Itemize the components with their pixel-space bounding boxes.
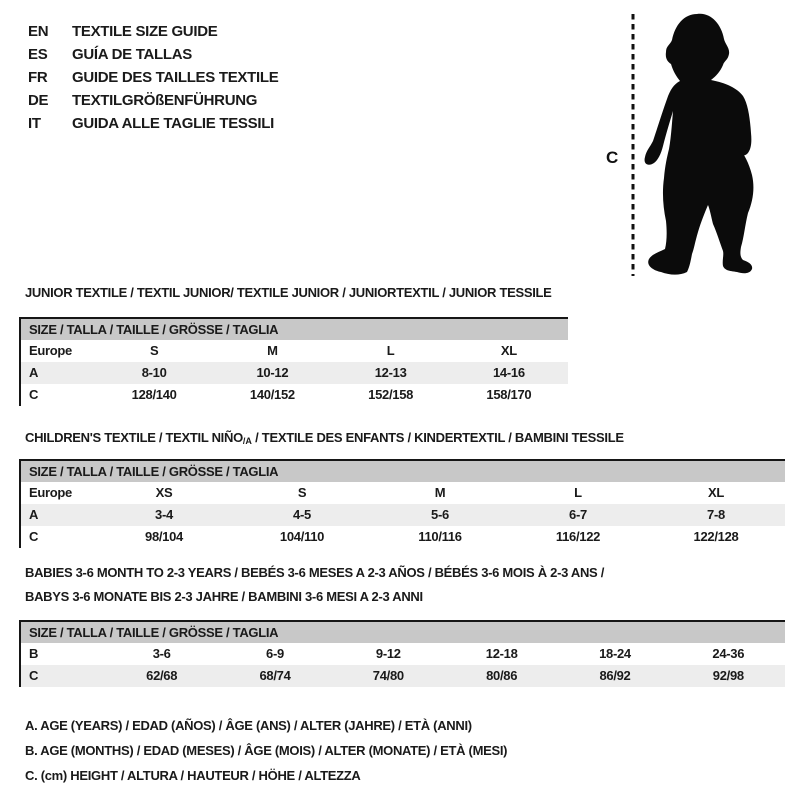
- table-cell: XS: [155, 485, 173, 500]
- legend-note-c: C. (cm) HEIGHT / ALTURA / HAUTEUR / HÖHE / ALTEZZA: [25, 768, 361, 783]
- table-cell: 9-12: [375, 646, 401, 661]
- legend-note-a: A. AGE (YEARS) / EDAD (AÑOS) / ÂGE (ANS) / ALTER (JAHRE) / ETÀ (ANNI): [25, 718, 472, 733]
- row-label: A: [29, 365, 39, 380]
- table-row-sizes: [21, 482, 785, 504]
- lang-row-de: [28, 89, 278, 112]
- lang-row-it: [28, 112, 278, 135]
- table-cell: 80/86: [486, 668, 518, 683]
- table-cell: 8-10: [141, 365, 167, 380]
- table-cell: 92/98: [712, 668, 744, 683]
- table-cell: 18-24: [599, 646, 631, 661]
- table-cell: S: [149, 343, 159, 358]
- table-cell: 98/104: [145, 529, 183, 544]
- babies-section-title-line2: BABYS 3-6 MONATE BIS 2-3 JAHRE / BAMBINI 3-6 MESI A 2-3 ANNI: [25, 589, 423, 604]
- row-label: C: [29, 668, 39, 683]
- table-cell: 14-16: [493, 365, 525, 380]
- table-cell: XL: [500, 343, 517, 358]
- lang-code: EN: [28, 23, 49, 40]
- table-cell: M: [267, 343, 278, 358]
- lang-title: GUIDE DES TAILLES TEXTILE: [72, 69, 279, 86]
- table-body: [21, 643, 785, 687]
- table-body: [21, 340, 568, 406]
- row-label: A: [29, 507, 39, 522]
- table-cell: 5-6: [431, 507, 449, 522]
- table-cell: L: [386, 343, 395, 358]
- table-cell: 116/122: [555, 529, 601, 544]
- table-cell: 12-18: [485, 646, 518, 661]
- lang-row-en: [28, 20, 278, 43]
- toddler-silhouette: [645, 14, 754, 275]
- lang-title: TEXTILE SIZE GUIDE: [72, 23, 218, 40]
- table-cell: 6-9: [266, 646, 284, 661]
- height-measure-label: C: [606, 148, 618, 167]
- table-cell: XL: [707, 485, 724, 500]
- lang-title: TEXTILGRÖßENFÜHRUNG: [72, 92, 258, 109]
- table-row-height: [21, 384, 568, 406]
- row-label: Europe: [29, 343, 72, 358]
- table-cell: M: [434, 485, 446, 500]
- junior-section-title: JUNIOR TEXTILE / TEXTIL JUNIOR/ TEXTILE JUNIOR / JUNIORTEXTIL / JUNIOR TESSILE: [25, 285, 552, 300]
- table-cell: 110/116: [418, 529, 462, 544]
- table-cell: 4-5: [293, 507, 311, 522]
- table-cell: 122/128: [693, 529, 739, 544]
- table-cell: S: [297, 485, 307, 500]
- row-label: Europe: [29, 485, 72, 500]
- table-row-age: [21, 504, 785, 526]
- lang-row-fr: [28, 66, 278, 89]
- table-cell: 86/92: [599, 668, 631, 683]
- toddler-height-figure: [598, 2, 794, 288]
- table-cell: 128/140: [131, 387, 177, 402]
- lang-title: GUÍA DE TALLAS: [72, 46, 192, 63]
- table-cell: 7-8: [707, 507, 725, 522]
- table-header: SIZE / TALLA / TAILLE / GRÖSSE / TAGLIA: [21, 319, 568, 340]
- table-cell: 62/68: [146, 668, 178, 683]
- lang-code: IT: [28, 115, 41, 132]
- table-cell: 68/74: [259, 668, 291, 683]
- table-header: SIZE / TALLA / TAILLE / GRÖSSE / TAGLIA: [21, 622, 785, 643]
- row-label: B: [29, 646, 39, 661]
- table-cell: 140/152: [249, 387, 295, 402]
- table-row-sizes: [21, 340, 568, 362]
- language-list: [28, 20, 278, 135]
- table-cell: 6-7: [569, 507, 587, 522]
- babies-size-table: [19, 620, 785, 687]
- table-row-months: [21, 643, 785, 665]
- babies-section-title-line1: BABIES 3-6 MONTH TO 2-3 YEARS / BEBÉS 3-6 MESES A 2-3 AÑOS / BÉBÉS 3-6 MOIS À 2-3 ANS /: [25, 565, 605, 580]
- table-cell: L: [574, 485, 582, 500]
- table-header: SIZE / TALLA / TAILLE / GRÖSSE / TAGLIA: [21, 461, 785, 482]
- legend-notes: [25, 713, 507, 788]
- children-size-table: [19, 459, 785, 548]
- junior-size-table: [19, 317, 568, 406]
- row-label: C: [29, 387, 39, 402]
- table-row-age: [21, 362, 568, 384]
- lang-title: GUIDA ALLE TAGLIE TESSILI: [72, 115, 274, 132]
- lang-code: DE: [28, 92, 49, 109]
- table-cell: 158/170: [486, 387, 532, 402]
- children-title-pre: CHILDREN'S TEXTILE / TEXTIL NIÑO: [25, 430, 243, 445]
- table-cell: 104/110: [279, 529, 325, 544]
- row-label: C: [29, 529, 39, 544]
- table-cell: 10-12: [256, 365, 289, 380]
- lang-code: ES: [28, 46, 48, 63]
- legend-note-b: B. AGE (MONTHS) / EDAD (MESES) / ÂGE (MOIS) / ALTER (MONATE) / ETÀ (MESI): [25, 743, 508, 758]
- table-cell: 3-4: [155, 507, 173, 522]
- table-cell: 24-36: [712, 646, 745, 661]
- table-cell: 3-6: [152, 646, 171, 661]
- table-cell: 12-13: [374, 365, 407, 380]
- lang-row-es: [28, 43, 278, 66]
- children-title-sub: /A: [242, 436, 252, 446]
- table-cell: 74/80: [372, 668, 404, 683]
- children-title-post: / TEXTILE DES ENFANTS / KINDERTEXTIL / BAMBINI TESSILE: [251, 430, 624, 445]
- table-body: [21, 482, 785, 548]
- table-cell: 152/158: [368, 387, 414, 402]
- table-row-height: [21, 526, 785, 548]
- table-row-height: [21, 665, 785, 687]
- lang-code: FR: [28, 69, 48, 86]
- children-section-title: [25, 430, 624, 446]
